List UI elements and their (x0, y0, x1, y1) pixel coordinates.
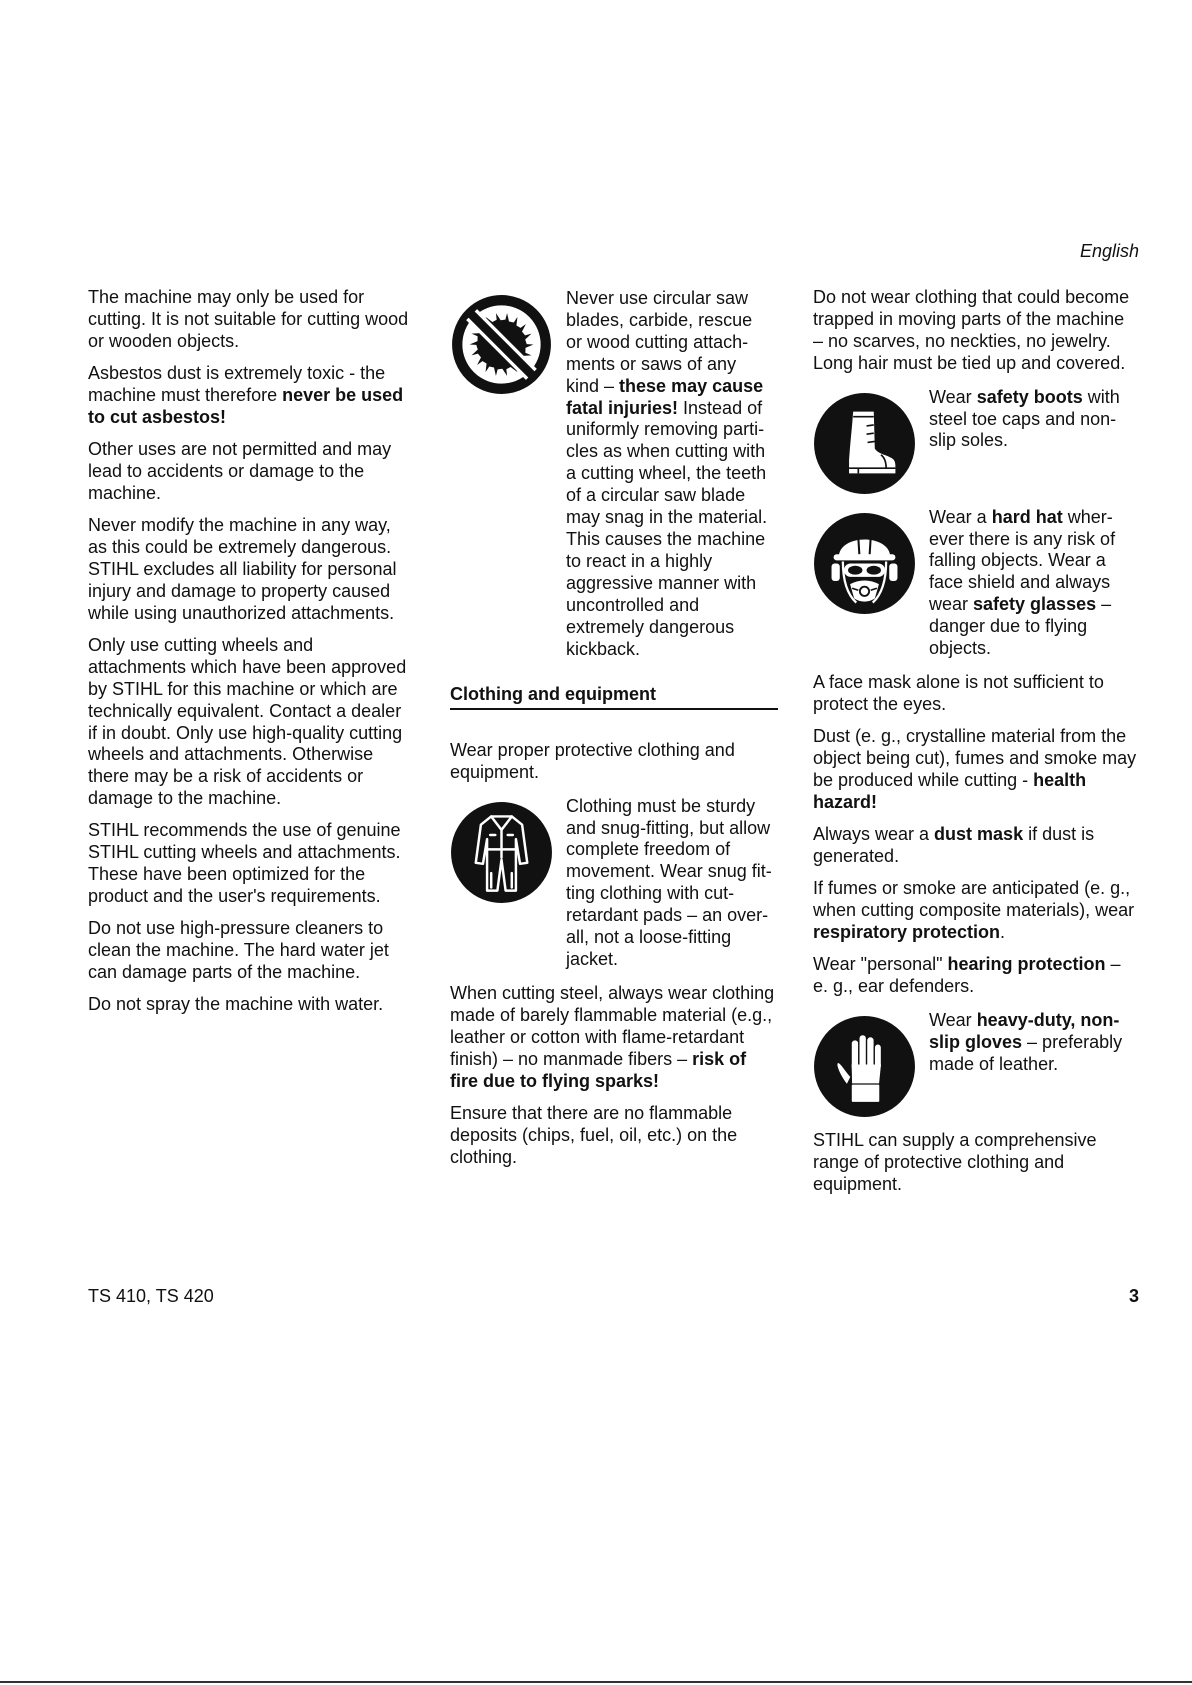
text-line (450, 1049, 778, 1071)
text-line: while using unauthorized attachments. (88, 602, 395, 623)
text-line: if in doubt. Only use high-quality cutting (88, 722, 403, 743)
paragraph (813, 954, 1139, 998)
text-line: can damage parts of the machine. (88, 962, 361, 983)
paragraph (929, 1010, 1139, 1118)
paragraph (88, 363, 414, 429)
paragraph (929, 387, 1139, 495)
text-line: Clothing must be sturdy (566, 795, 756, 816)
text-line: there may be a risk of accidents or (88, 766, 364, 787)
paragraph (88, 994, 414, 1016)
hard-hat-face-protection-icon (813, 507, 929, 660)
text-line (813, 824, 1139, 846)
text-run: kind – (566, 375, 620, 396)
text-line: Long hair must be tied up and covered. (813, 352, 1126, 373)
text-line: Only use cutting wheels and (88, 634, 314, 655)
bold-text: fatal injuries! (566, 397, 679, 418)
text-column-right (813, 287, 1139, 1206)
text-line: These have been optimized for the (88, 864, 366, 885)
icon-paragraph (813, 387, 1139, 495)
paragraph (813, 878, 1139, 944)
text-line: by STIHL for this machine or which are (88, 678, 398, 699)
text-line: cles as when cutting with (566, 441, 766, 462)
page-edge-line (0, 1681, 1192, 1683)
paragraph (566, 796, 778, 971)
paragraph (566, 288, 778, 660)
text-line: face shield and always (929, 572, 1111, 593)
text-line: When cutting steel, always wear clothing (450, 982, 775, 1003)
icon-paragraph (450, 796, 778, 971)
paragraph (88, 918, 414, 984)
text-run: with (1082, 386, 1120, 407)
text-run: – preferably (1022, 1031, 1123, 1052)
text-line: STIHL excludes all liability for personal (88, 558, 397, 579)
text-line: injury and damage to property caused (88, 580, 391, 601)
paragraph (450, 983, 778, 1093)
text-line: STIHL cutting wheels and attachments. (88, 842, 401, 863)
text-line: kickback. (566, 638, 641, 659)
footer-model: TS 410, TS 420 (88, 1286, 214, 1306)
text-run: Wear (929, 1009, 977, 1030)
text-line: deposits (chips, fuel, oil, etc.) on the (450, 1124, 738, 1145)
text-run: Wear (929, 386, 977, 407)
text-line: Other uses are not permitted and may (88, 439, 392, 460)
text-run: Wear a (929, 506, 992, 527)
paragraph (88, 287, 414, 353)
no-circular-saw-icon (450, 288, 566, 660)
paragraph (88, 635, 414, 810)
text-line: ting clothing with cut- (566, 883, 735, 904)
text-line: Do not wear clothing that could become (813, 287, 1130, 307)
text-line: uniformly removing parti- (566, 419, 765, 440)
text-line: The machine may only be used for (88, 287, 365, 307)
text-run: Wear "personal" (813, 954, 948, 975)
text-line: This causes the machine (566, 528, 766, 549)
text-line: to react in a highly (566, 550, 713, 571)
text-line: ments or saws of any (566, 353, 737, 374)
text-line: objects. (929, 638, 992, 659)
text-line (566, 376, 778, 398)
paragraph (88, 515, 414, 625)
bold-text: slip gloves (929, 1031, 1023, 1052)
text-line: extremely dangerous (566, 616, 735, 637)
text-line: blades, carbide, rescue (566, 309, 753, 330)
text-line: movement. Wear snug fit- (566, 861, 772, 882)
text-line: STIHL recommends the use of genuine (88, 820, 401, 841)
text-run: – (1096, 594, 1112, 615)
text-line: uncontrolled and (566, 594, 700, 615)
text-run: be produced while cutting - (813, 769, 1034, 790)
text-line: attachments which have been approved (88, 656, 407, 677)
paragraph (929, 507, 1139, 660)
bold-text: risk of (692, 1048, 747, 1069)
text-run: Instead of (678, 397, 763, 418)
text-line: Never use circular saw (566, 288, 749, 308)
paragraph (813, 1130, 1139, 1196)
text-run: wher- (1062, 506, 1113, 527)
text-line: generated. (813, 845, 900, 866)
text-line (88, 407, 414, 429)
language-label: English (1079, 241, 1139, 261)
paragraph (88, 439, 414, 505)
text-line: trapped in moving parts of the machine (813, 308, 1125, 329)
icon-paragraph (450, 288, 778, 660)
text-run: if dust is (1023, 824, 1095, 844)
bold-text: these may cause (619, 375, 764, 396)
bold-text: respiratory protection (813, 921, 1001, 942)
paragraph (813, 824, 1139, 868)
text-column-middle (450, 288, 778, 1179)
bold-text: hazard! (813, 791, 878, 812)
icon-paragraph (813, 1010, 1139, 1118)
text-line: Asbestos dust is extremely toxic - the (88, 363, 386, 384)
paragraph (813, 672, 1139, 716)
text-line: If fumes or smoke are anticipated (e. g., (813, 878, 1131, 899)
protective-clothing-icon (450, 796, 566, 971)
text-line: technically equivalent. Contact a dealer (88, 700, 402, 721)
paragraph (813, 287, 1139, 375)
text-run: wear (929, 594, 974, 615)
text-line: Do not spray the machine with water. (88, 994, 384, 1015)
text-line (813, 954, 1139, 976)
text-line: range of protective clothing and (813, 1151, 1065, 1172)
text-line: e. g., ear defenders. (813, 976, 975, 997)
safety-boots-icon (813, 387, 929, 495)
bold-text: hearing protection (947, 954, 1106, 975)
bold-text: safety glasses (973, 594, 1097, 615)
text-line: Do not use high-pressure cleaners to (88, 918, 384, 939)
icon-paragraph (813, 507, 1139, 660)
text-line: of a circular saw blade (566, 485, 746, 506)
text-line: machine. (88, 482, 162, 503)
text-line (929, 594, 1139, 616)
text-line: – no scarves, no neckties, no jewelry. (813, 330, 1111, 351)
text-line (929, 387, 1139, 409)
bold-text: fire due to flying sparks! (450, 1070, 660, 1091)
text-line: complete freedom of (566, 839, 731, 860)
text-line: clean the machine. The hard water jet (88, 940, 389, 961)
text-line (813, 770, 1139, 792)
text-run: Always wear a (813, 824, 935, 844)
bold-text: heavy-duty, non- (976, 1009, 1120, 1030)
text-run: – (1105, 954, 1121, 975)
bold-text: safety boots (976, 386, 1083, 407)
text-line: aggressive manner with (566, 572, 757, 593)
text-line: ever there is any risk of (929, 528, 1116, 549)
text-line: made of barely flammable material (e.g., (450, 1004, 773, 1025)
text-line: all, not a loose-fitting (566, 927, 732, 948)
text-line: lead to accidents or damage to the (88, 460, 365, 481)
paragraph (813, 726, 1139, 814)
text-line: equipment. (450, 761, 540, 782)
text-run: finish) – no manmade fibers – (450, 1048, 693, 1069)
text-line (929, 1010, 1139, 1032)
text-line: wheels and attachments. Otherwise (88, 744, 374, 765)
text-run: . (1000, 921, 1006, 942)
text-line: steel toe caps and non- (929, 408, 1117, 429)
text-line: retardant pads – an over- (566, 905, 769, 926)
text-line: or wooden objects. (88, 330, 240, 351)
text-line: slip soles. (929, 430, 1009, 451)
text-column-left (88, 287, 414, 1027)
text-line (929, 1032, 1139, 1054)
text-line: equipment. (813, 1173, 903, 1194)
page-number: 3 (1128, 1286, 1139, 1306)
text-line (566, 398, 778, 420)
bold-text: dust mask (934, 824, 1024, 844)
paragraph (88, 820, 414, 908)
text-run: machine must therefore (88, 384, 283, 405)
text-line: as this could be extremely dangerous. (88, 536, 392, 557)
text-line: clothing. (450, 1146, 518, 1167)
paragraph (450, 1103, 778, 1169)
text-line: danger due to flying (929, 616, 1088, 637)
text-line (813, 792, 1139, 814)
gloves-icon (813, 1010, 929, 1118)
text-line: STIHL can supply a comprehensive (813, 1129, 1097, 1150)
text-line: damage to the machine. (88, 788, 282, 809)
text-line (88, 385, 414, 407)
bold-text: never be used (282, 384, 404, 405)
text-line: and snug-fitting, but allow (566, 817, 771, 838)
section-heading: Clothing and equipment (450, 684, 778, 710)
text-line: Wear proper protective clothing and (450, 739, 735, 760)
paragraph (450, 740, 778, 784)
text-line: cutting. It is not suitable for cutting wood (88, 308, 409, 329)
text-line (813, 922, 1139, 944)
text-line: jacket. (566, 948, 619, 969)
text-line: or wood cutting attach- (566, 331, 749, 352)
text-line: falling objects. Wear a (929, 550, 1106, 571)
text-line: made of leather. (929, 1053, 1059, 1074)
text-line: leather or cotton with flame-retardant (450, 1026, 745, 1047)
text-line: A face mask alone is not sufficient to (813, 671, 1104, 692)
text-line: product and the user's requirements. (88, 886, 381, 907)
text-line: Dust (e. g., crystalline material from the (813, 726, 1127, 747)
text-line: Never modify the machine in any way, (88, 515, 391, 536)
bold-text: health (1033, 769, 1087, 790)
text-line (929, 507, 1139, 529)
text-line: when cutting composite materials), wear (813, 900, 1135, 921)
text-line: may snag in the material. (566, 507, 768, 528)
text-line: Ensure that there are no flammable (450, 1102, 733, 1123)
bold-text: to cut asbestos! (88, 406, 227, 427)
bold-text: hard hat (991, 506, 1063, 527)
text-line (450, 1071, 778, 1093)
text-line: object being cut), fumes and smoke may (813, 747, 1137, 768)
text-line: a cutting wheel, the teeth (566, 463, 767, 484)
text-line: protect the eyes. (813, 693, 947, 714)
